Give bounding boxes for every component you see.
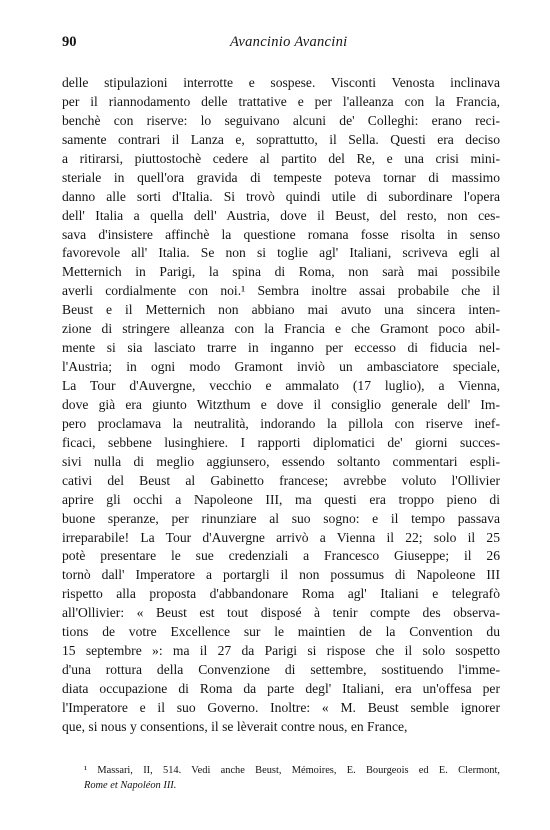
running-title: Avancinio Avancini bbox=[230, 34, 348, 50]
footnote bbox=[62, 763, 500, 793]
text-line: l'Imperatore e il suo Governo. Inoltre: « M. Beust semble ignorer bbox=[62, 699, 500, 715]
text-line: cativi del Beust al Gabinetto francese; avrebbe voluto l'Ollivier bbox=[62, 472, 500, 488]
text-line: pero proclamava la neutralità, indorando la pillola con riserve inef- bbox=[62, 415, 500, 431]
text-line: delle stipulazioni interrotte e sospese. Visconti Venosta inclinava bbox=[62, 75, 500, 90]
text-line: samente contrari il Lanza e, soprattutto, il Sella. Questi era deciso bbox=[62, 131, 500, 147]
text-line: a ritirarsi, piuttostochè cedere al partito del Re, e una crisi mini- bbox=[62, 150, 500, 166]
text-line: Beust e il Metternich non abbiano mai avuto una sincera inten- bbox=[62, 302, 500, 318]
text-line: l'Austria; in ogni modo Gramont inviò un ambasciatore speciale, bbox=[62, 359, 500, 375]
page-number: 90 bbox=[62, 34, 77, 50]
footnote-line: Rome et Napoléon III. bbox=[84, 780, 177, 791]
text-line: all'Ollivier: « Beust est tout disposé à tenir compte des observa- bbox=[62, 605, 500, 621]
text-line: que, si nous y consentions, il se lèverait contre nous, en France, bbox=[62, 718, 408, 734]
text-line: tions de votre Excellence sur le maintien de la Convention du bbox=[62, 624, 500, 640]
text-line: d'una rottura della Convenzione di settembre, sostituendo l'imme- bbox=[62, 662, 500, 678]
text-line: zione di stringere alleanza con la Francia e che Gramont poco abil- bbox=[62, 321, 500, 337]
text-line: diata occupazione di Roma da parte degl' Italiani, era un'offesa per bbox=[62, 681, 500, 696]
text-line: irreparabile! La Tour d'Auvergne arrivò a Vienna il 22; solo il 25 bbox=[62, 529, 500, 545]
text-line: tornò dall' Imperatore a portargli il non possumus di Napoleone III bbox=[62, 567, 500, 583]
text-line: mente si sia lasciato trarre in inganno per eccesso di fiducia nel- bbox=[62, 340, 500, 356]
text-line: aprire gli occhi a Napoleone III, ma questi era troppo pieno di bbox=[62, 491, 500, 507]
page-header bbox=[0, 32, 550, 54]
body-text bbox=[62, 74, 500, 737]
text-line: danno alle sorti d'Italia. Si trovò quindi utile di subordinare l'opera bbox=[62, 188, 500, 204]
text-line: sivi nulla di meglio aggiunsero, essendo soltanto commentari espli- bbox=[62, 453, 500, 469]
text-line: favorevole all' Italia. Se non si toglie agl' Italiani, scriveva egli al bbox=[62, 245, 500, 261]
text-line: dove già era giunto Witzthum e dove il consiglio generale dell' Im- bbox=[62, 396, 500, 412]
text-line: steriale in quell'ora gravida di tempeste poteva tornar di massimo bbox=[62, 169, 500, 185]
text-line: dell' Italia a quella dell' Austria, dove il Beust, del resto, non ces- bbox=[62, 207, 500, 223]
text-line: sava d'insistere affinchè la questione romana fosse risolta in senso bbox=[62, 226, 500, 242]
text-line: averli cordialmente con noi.¹ Sembra inoltre assai probabile che il bbox=[62, 283, 500, 299]
text-line: per il riannodamento delle trattative e per l'alleanza con la Francia, bbox=[62, 93, 500, 109]
text-line: La Tour d'Auvergne, vecchio e ammalato (17 luglio), a Vienna, bbox=[62, 378, 500, 393]
text-line: potè presentare le sue credenziali a Francesco Giuseppe; il 26 bbox=[62, 548, 500, 564]
text-line: rispetto alla proposta d'abbandonare Roma agl' Italiani e telegrafò bbox=[62, 586, 500, 602]
footnote-line: ¹ Massari, II, 514. Vedi anche Beust, Mémoires, E. Bourgeois ed E. Clermont, bbox=[84, 765, 500, 776]
text-line: buone speranze, per rinunziare al suo sogno: e il tempo passava bbox=[62, 510, 500, 526]
text-line: ficaci, sebbene lusinghiere. I rapporti diplomatici de' giorni succes- bbox=[62, 434, 500, 450]
text-line: Metternich in Parigi, la spina di Roma, non sarà mai possibile bbox=[62, 264, 500, 280]
text-line: benchè con riserve: lo seguivano alcuni de' Colleghi: erano reci- bbox=[62, 112, 500, 128]
text-line: 15 septembre »: ma il 27 da Parigi si rispose che il solo sospetto bbox=[62, 643, 500, 659]
